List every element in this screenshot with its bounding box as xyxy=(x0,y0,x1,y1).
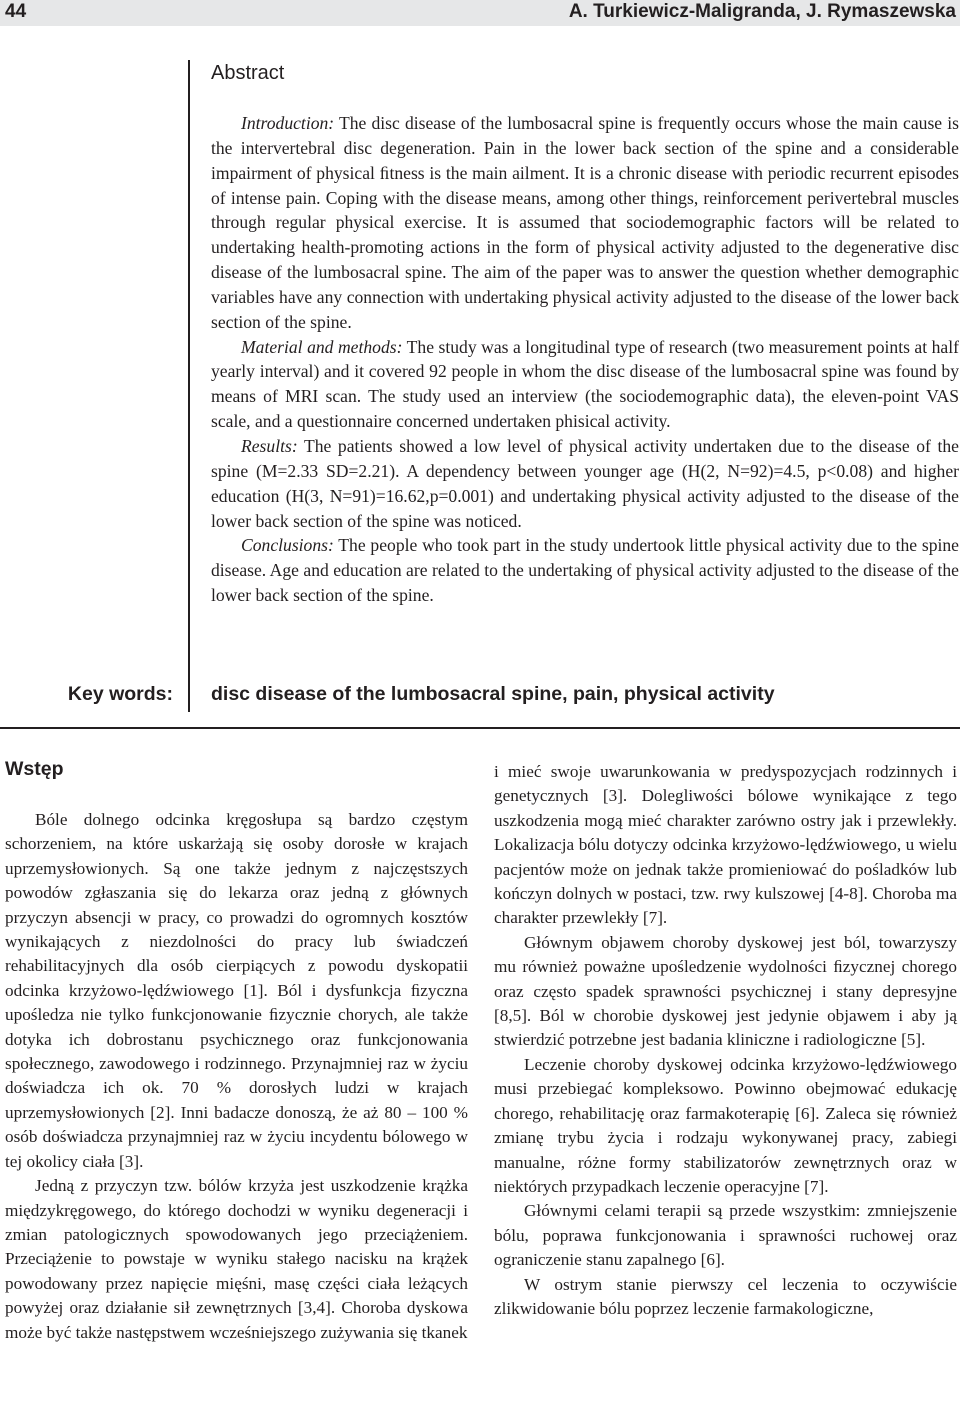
left-column xyxy=(5,808,468,1345)
keywords-value: disc disease of the lumbosacral spine, pain, physical activity xyxy=(211,683,775,705)
section-title: Wstęp xyxy=(5,758,64,780)
introduction-label: Introduction: xyxy=(241,113,335,133)
page-header xyxy=(0,0,960,26)
results-label: Results: xyxy=(241,435,298,456)
right-paragraph-3: Leczenie choroby dyskowej odcinka krzyżowo-lędźwiowego musi przebiegać kompleksowo. Powinno obejmować edukację chorego, rehabilitację oraz farmakoterapię [6]. Zaleca się również zmianę trybu życia i rodzaju wykonywanej pracy, zabiegi manualne, różne formy stabilizatorów zewnętrznych oraz w niektórych przypadkach leczenie operacyjne [7]. xyxy=(494,1054,957,1196)
abstract-title: Abstract xyxy=(211,62,285,84)
running-title: A. Turkiewicz-Maligranda, J. Rymaszewska xyxy=(568,1,956,22)
keywords-label: Key words: xyxy=(67,683,173,705)
abstract-body xyxy=(211,111,959,608)
right-paragraph-2: Głównym objawem choroby dyskowej jest ból, towarzyszy mu również poważne upośledzenie wydolności ﬁzycznej chorego oraz często spadek sprawności psychicznej i stany depresyjne [8,5]. Ból w chorobie dyskowej jest jedynie objawem i aby ją stwierdzić potrzebne jest badania kliniczne i radiologiczne [5]. xyxy=(494,932,957,1050)
conclusions-text: The people who took part in the study undertook little physical activity due to the spine disease. Age and education are related to the undertaking of physical activity adjusted to the disease of the lower back section of the spine. xyxy=(211,535,959,606)
abstract-results xyxy=(211,434,959,533)
methods-text: The study was a longitudinal type of research (two measurement points at half yearly interval) and it covered 92 people in whom the disc disease of the lumbosacral spine was found by means of MRI scan. The study used an interview (the sociodemographic data), the eleven-point VAS scale, and a questionnaire concerned undertaken phisical activity. xyxy=(211,336,959,432)
introduction-text: The disc disease of the lumbosacral spine is frequently occurs whose the main cause is the intervertebral disc degeneration. Pain in the lower back section of the spine and a considerable impairment of physical ﬁtness is the main ailment. It is a chronic disease with periodic recurrent episodes of intense pain. Coping with the disease means, among other things, reinforcement perivertebral muscles through regular physical exercise. It is assumed that sociodemographic factors will be related to undertaking health-promoting actions in the form of physical activity adjusted to the degenerative disc disease of the lumbosacral spine. The aim of the paper was to answer the question whether demographic variables have any connection with undertaking physical activity adjusted to the disease of the lower back section of the spine. xyxy=(211,113,959,332)
abstract-vertical-rule xyxy=(188,60,190,712)
left-paragraph-1: Bóle dolnego odcinka kręgosłupa są bardzo częstym schorzeniem, na które uskarżają się osoby dorosłe w krajach uprzemysłowionych. Są one także jednym z najczęstszych powodów zgłaszania się do lekarza oraz jedną z głównych przyczyn absencji w pracy, co prowadzi do ogromnych kosztów wynikających z niezdolności do pracy lub świadczeń rehabilitacyjnych dla osób cierpiących z powodu dyskopatii odcinka krzyżowo-lędźwiowego [1]. Ból i dysfunkcja ﬁzyczna upośledza nie tylko funkcjonowanie ﬁzycznie chorych, ale także dotyka ich dobrostanu psychicznego oraz funkcjonowania społecznego, zawodowego i rodzinnego. Przynajmniej raz w życiu doświadcza ich ok. 70 % dorosłych ludzi w krajach uprzemysłowionych [2]. Inni badacze donoszą, że aż 80 – 100 % osób doświadcza przynajmniej raz w życiu incydentu bólowego w tej okolicy ciała [3]. xyxy=(5,810,468,1171)
right-paragraph-1: i mieć swoje uwarunkowania w predyspozycjach rodzinnych i genetycznych [3]. Dolegliwości bólowe wynikające z tego uszkodzenia mogą mieć charakter zarówno ostry jak i przewlekły. Lokalizacja bólu dotyczy odcinka krzyżowo-lędźwiowego, u wielu pacjentów może on jednak także promieniować do pośladków lub kończyn dolnych w postaci, tzw. rwy kulszowej [4-8]. Choroba ma charakter przewlekły [7]. xyxy=(494,762,957,928)
conclusions-label: Conclusions: xyxy=(241,535,334,556)
page-number: 44 xyxy=(5,1,27,22)
section-divider xyxy=(0,727,960,729)
right-paragraph-5: W ostrym stanie pierwszy cel leczenia to oczywiście zlikwidowanie bólu poprzez leczenie farmakologiczne, xyxy=(494,1274,957,1318)
right-column xyxy=(494,760,957,1321)
left-paragraph-2: Jedną z przyczyn tzw. bólów krzyża jest uszkodzenie krążka międzykręgowego, do którego dochodzi w wyniku degeneracji i zmian patologicznych spowodowanych jego przeciążeniem. Przeciążenie to powstaje w wyniku stałego nacisku na krążek powodowany przez napięcie mięśni, masę części ciała leżących powyżej oraz działanie sił zewnętrznych [3,4]. Choroba dyskowa może być także następstwem wcześniejszego zużywania się tkanek xyxy=(5,1176,468,1342)
results-text: The patients showed a low level of physical activity undertaken due to the disease of the spine (M=2.33 SD=2.21). A dependency between younger age (H(2, N=92)=4.5, p<0.08) and higher education (H(3, N=91)=16.62,p=0.001) and undertaking physical activity adjusted to the disease of the lower back section of the spine was noticed. xyxy=(211,435,959,531)
abstract-conclusions xyxy=(211,533,959,608)
right-paragraph-4: Głównymi celami terapii są przede wszystkim: zmniejszenie bólu, poprawa funkcjonowania i sprawności ruchowej oraz ograniczenie stanu zapalnego [6]. xyxy=(494,1201,957,1270)
abstract-introduction xyxy=(211,111,959,335)
methods-label: Material and methods: xyxy=(241,336,403,357)
abstract-methods xyxy=(211,335,959,434)
